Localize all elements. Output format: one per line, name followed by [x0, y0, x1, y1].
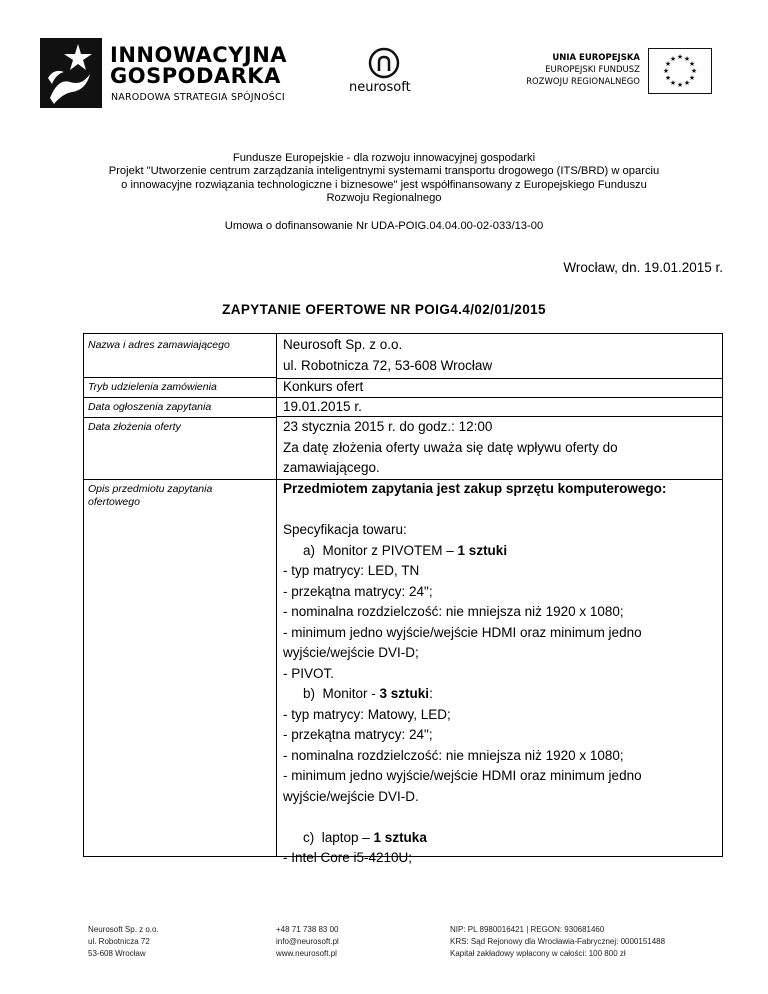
svg-text:★: ★	[683, 55, 691, 63]
project-intro: Fundusze Europejskie - dla rozwoju innowacyjnej gospodarki Projekt "Utworzenie centrum zarządzania inteligentnymi systemami transportu drogowego (ITS/BRD) w oparciu o innowacyjne rozwiązania technologiczne i biznesowe" jest współfinansowany z Europejskiego Funduszu Rozwoju Regionalnego	[108, 152, 660, 204]
svg-text:★: ★	[683, 79, 691, 87]
subject-description: Przedmiotem zapytania jest zakup sprzętu komputerowego: Specyfikacja towaru: a) Monitor z PIVOTEM – 1 sztuki - typ matrycy: LED, TN - przekątna matrycy: 24"; - nominalna rozdzielczość: nie mniejsza niż 1920 x 1080; - minimum jedno wyjście/wejście HDMI oraz minimum jedno wyjście/wejście DVI-D; - PIVOT. b) Monitor - 3 sztuki: - typ matrycy: Matowy, LED; - przekątna matrycy: 24"; - nominalna rozdzielczość: nie mniejsza niż 1920 x 1080; - minimum jedno wyjście/wejście HDMI oraz minimum jedno wyjście/wejście DVI-D. c) laptop – 1 sztuka - Intel Core i5-4210U;	[283, 479, 723, 869]
label-offer-date: Data złożenia oferty	[88, 421, 181, 433]
neurosoft-logo-icon	[368, 47, 400, 81]
neurosoft-name: neurosoft	[349, 80, 411, 95]
svg-text:★: ★	[676, 81, 684, 89]
place-date: Wrocław, dn. 19.01.2015 r.	[563, 260, 723, 275]
footer-registration: NIP: PL 8980016421 | REGON: 930681460 KRS: Sąd Rejonowy dla Wrocławia-Fabrycznej: 0000151488 Kapitał zakładowy wpłacony w całości: 100 800 zł	[450, 925, 666, 958]
svg-text:★: ★	[662, 67, 670, 75]
svg-text:★: ★	[664, 60, 672, 68]
svg-text:★: ★	[676, 53, 684, 61]
label-announce-date: Data ogłoszenia zapytania	[88, 401, 212, 413]
svg-text:★: ★	[664, 74, 672, 82]
ig-subtitle: NARODOWA STRATEGIA SPÓJNOŚCI	[111, 92, 285, 103]
ig-title: INNOWACYJNA GOSPODARKA	[110, 43, 288, 88]
item-b-heading: b) Monitor - 3 sztuki:	[303, 686, 433, 701]
document-title: ZAPYTANIE OFERTOWE NR POIG4.4/02/01/2015	[222, 302, 546, 317]
eu-flag-icon	[648, 48, 712, 94]
row-divider	[83, 417, 276, 418]
svg-text:★: ★	[688, 74, 696, 82]
item-c-heading: c) laptop – 1 sztuka	[303, 829, 427, 845]
agreement-number: Umowa o dofinansowanie Nr UDA-POIG.04.04.00-02-033/13-00	[224, 220, 544, 232]
label-name-address: Nazwa i adres zamawiającego	[88, 339, 230, 351]
company-address: Neurosoft Sp. z o.o. ul. Robotnicza 72, 53-608 Wrocław	[283, 337, 493, 373]
offer-value: 23 stycznia 2015 r. do godz.: 12:00 Za datę złożenia oferty uważa się datę wpływu oferty do zamawiającego.	[283, 419, 618, 475]
row-divider	[83, 479, 276, 480]
row-divider	[83, 397, 276, 398]
footer-company: Neurosoft Sp. z o.o. ul. Robotnicza 72 53-608 Wrocław	[88, 925, 159, 958]
innowacyjna-gospodarka-logo	[40, 38, 102, 108]
row-divider	[83, 377, 276, 378]
mode-value: Konkurs ofert	[283, 379, 364, 394]
svg-text:★: ★	[688, 60, 696, 68]
svg-text:★: ★	[669, 55, 677, 63]
eu-text: UNIA EUROPEJSKA EUROPEJSKI FUNDUSZ ROZWOJU REGIONALNEGO	[526, 53, 640, 87]
announce-value: 19.01.2015 r.	[283, 399, 362, 414]
svg-text:★: ★	[690, 67, 698, 75]
item-a-heading: a) Monitor z PIVOTEM – 1 sztuki	[303, 542, 508, 558]
label-mode: Tryb udzielenia zamówienia	[88, 381, 217, 393]
footer-contact: +48 71 738 83 00 info@neurosoft.pl www.neurosoft.pl	[276, 925, 339, 958]
label-subject: Opis przedmiotu zapytania ofertowego	[88, 483, 213, 508]
svg-text:★: ★	[669, 79, 677, 87]
